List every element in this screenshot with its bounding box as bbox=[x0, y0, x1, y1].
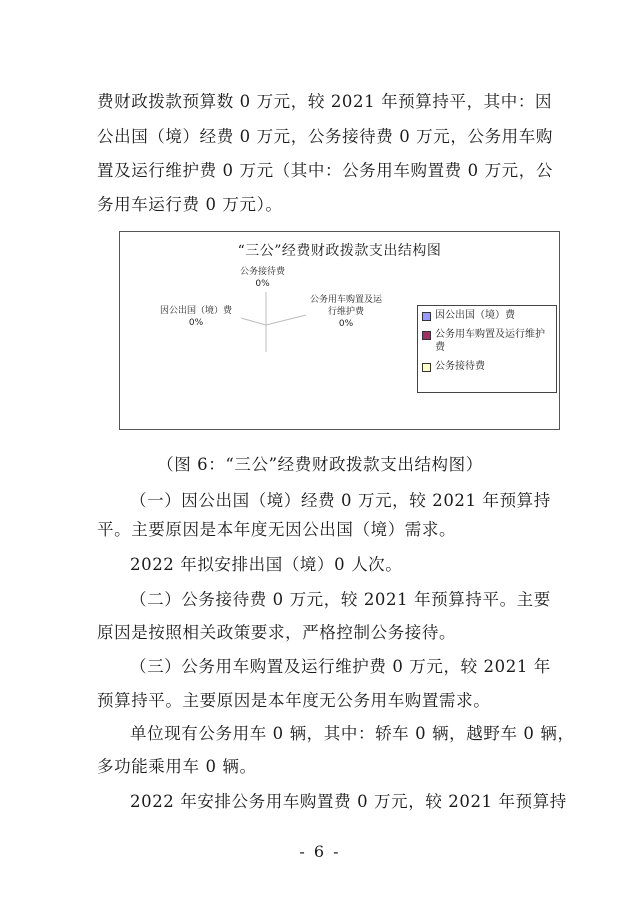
chart-title: “三公”经费财政拨款支出结构图 bbox=[237, 243, 442, 259]
slice-label-vehicle bbox=[310, 294, 382, 330]
paragraph-line: 置及运行维护费 0 万元（其中：公务用车购置费 0 万元，公 bbox=[97, 161, 553, 180]
legend-item bbox=[422, 309, 552, 322]
paragraph-line: 预算持平。主要原因是本年度无公务用车购置需求。 bbox=[97, 691, 491, 710]
paragraph-line: （三）公务用车购置及运行维护费 0 万元，较 2021 年 bbox=[130, 657, 551, 676]
slice-label-abroad-name: 因公出国（境）费 bbox=[160, 306, 233, 316]
leader-line-abroad bbox=[241, 318, 266, 325]
paragraph-line: （二）公务接待费 0 万元，较 2021 年预算持平。主要 bbox=[130, 590, 551, 609]
slice-label-vehicle-name-2: 行维护费 bbox=[328, 307, 365, 317]
legend-label: 公务用车购置及运行维护费 bbox=[435, 329, 545, 353]
slice-label-vehicle-name-1: 公务用车购置及运 bbox=[310, 295, 383, 305]
legend-item bbox=[422, 328, 552, 354]
paragraph-line: 公出国（境）经费 0 万元，公务接待费 0 万元，公务用车购 bbox=[97, 127, 553, 146]
paragraph-line: 2022 年安排公务用车购置费 0 万元，较 2021 年预算持 bbox=[130, 792, 567, 811]
paragraph-line: 原因是按照相关政策要求，严格控制公务接待。 bbox=[97, 623, 457, 642]
paragraph-line: 平。主要原因是本年度无因公出国（境）需求。 bbox=[97, 520, 457, 539]
legend-swatch bbox=[422, 363, 431, 372]
pie-leader-lines bbox=[241, 292, 306, 352]
figure-caption: （图 6：“三公”经费财政拨款支出结构图） bbox=[157, 455, 483, 474]
pie-chart-figure bbox=[119, 231, 560, 430]
legend-swatch bbox=[422, 331, 431, 340]
legend-item bbox=[422, 360, 552, 373]
page-number: - 6 - bbox=[299, 842, 341, 861]
paragraph-line: 费财政拨款预算数 0 万元，较 2021 年预算持平，其中：因 bbox=[97, 92, 553, 111]
legend-swatch bbox=[422, 312, 431, 321]
legend-label: 公务接待费 bbox=[435, 361, 485, 372]
leader-line-vehicle bbox=[266, 315, 306, 325]
slice-label-vehicle-value: 0% bbox=[338, 319, 354, 329]
slice-label-abroad-value: 0% bbox=[188, 318, 204, 328]
chart-legend bbox=[417, 305, 557, 393]
slice-label-reception bbox=[240, 266, 285, 290]
slice-label-abroad bbox=[160, 305, 232, 329]
paragraph-line: （一）因公出国（境）经费 0 万元，较 2021 年预算持 bbox=[130, 491, 551, 510]
paragraph-line: 2022 年拟安排出国（境）0 人次。 bbox=[130, 555, 403, 574]
paragraph-line: 单位现有公务用车 0 辆，其中：轿车 0 辆，越野车 0 辆， bbox=[130, 724, 575, 743]
legend-label: 因公出国（境）费 bbox=[435, 310, 515, 321]
paragraph-line: 务用车运行费 0 万元）。 bbox=[97, 195, 283, 214]
slice-label-reception-name: 公务接待费 bbox=[240, 267, 286, 277]
paragraph-line: 多功能乘用车 0 辆。 bbox=[97, 757, 257, 776]
slice-label-reception-value: 0% bbox=[255, 279, 270, 289]
